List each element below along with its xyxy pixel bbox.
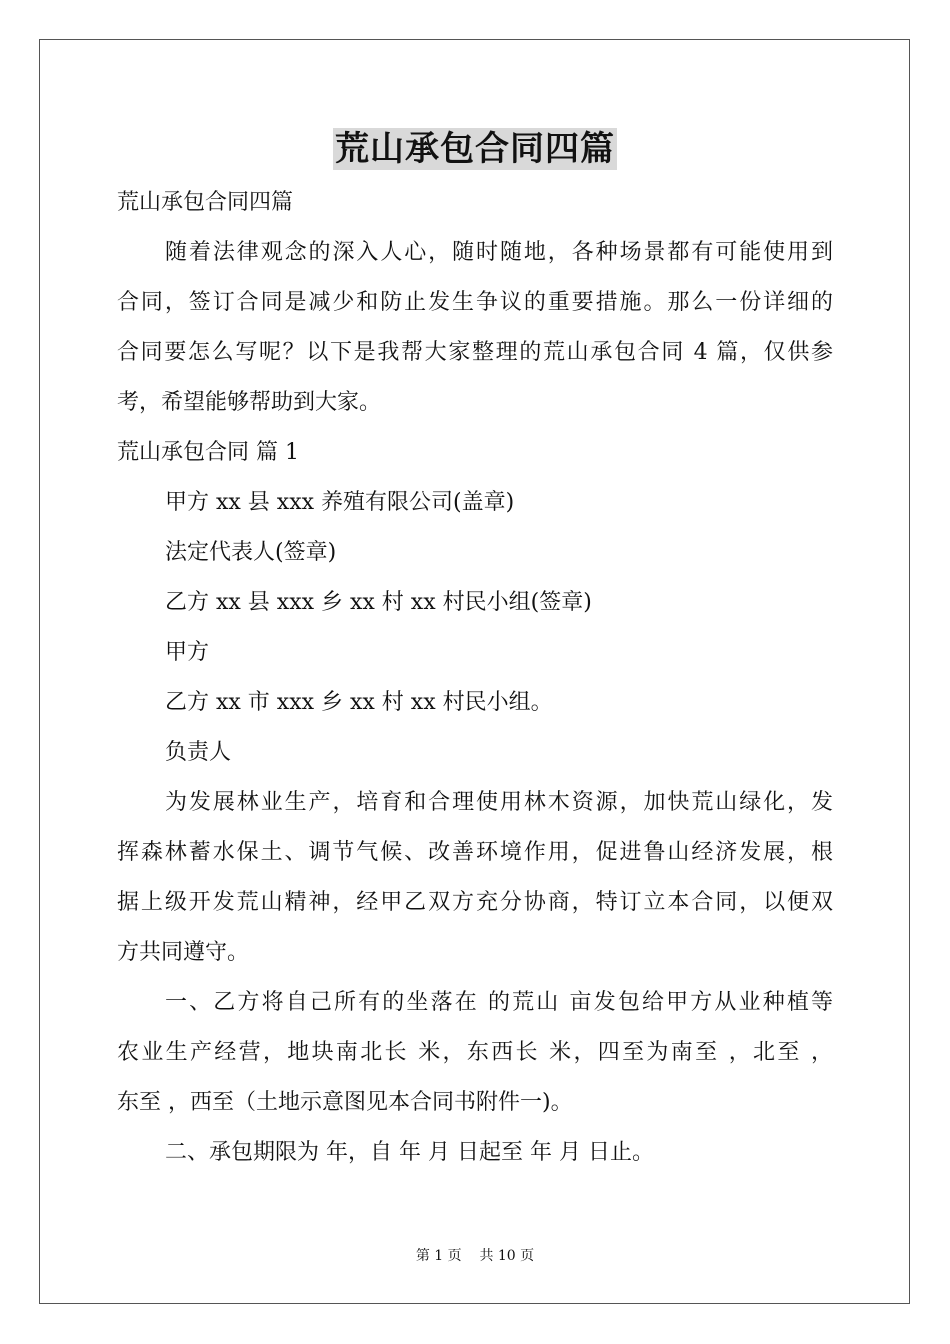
legal-representative-line: 法定代表人(签章) — [165, 540, 337, 565]
paragraph-line: 考，希望能够帮助到大家。 — [117, 390, 382, 415]
clause-line: 一、乙方将自己所有的坐落在 的荒山 亩发包给甲方从业种植等 — [165, 990, 833, 1015]
party-a-line: 甲方 xx 县 xxx 养殖有限公司(盖章) — [165, 490, 515, 515]
party-a-label: 甲方 — [165, 640, 210, 665]
clause-line: 农业生产经营，地块南北长 米，东西长 米，四至为南至 ，北至 ， — [117, 1040, 833, 1065]
paragraph-line: 随着法律观念的深入人心，随时随地，各种场景都有可能使用到 — [165, 240, 833, 265]
paragraph-line: 挥森林蓄水保土、调节气候、改善环境作用，促进鲁山经济发展，根 — [117, 840, 833, 865]
paragraph-line: 合同要怎么写呢？以下是我帮大家整理的荒山承包合同 4 篇，仅供参 — [117, 340, 833, 365]
title-container — [0, 128, 950, 170]
document-body — [117, 178, 833, 1178]
paragraph-line: 为发展林业生产，培育和合理使用林木资源，加快荒山绿化，发 — [165, 790, 833, 815]
clause-line: 东至 ，西至（土地示意图见本合同书附件一)。 — [117, 1090, 573, 1115]
paragraph-line: 合同，签订合同是减少和防止发生争议的重要措施。那么一份详细的 — [117, 290, 833, 315]
page-number: 第 1 页 — [415, 1248, 462, 1264]
subtitle-line: 荒山承包合同四篇 — [117, 190, 294, 215]
page-footer — [0, 1246, 950, 1266]
clause-line: 二、承包期限为 年，自 年 月 日起至 年 月 日止。 — [165, 1140, 654, 1165]
paragraph-line: 据上级开发荒山精神，经甲乙双方充分协商，特订立本合同，以便双 — [117, 890, 833, 915]
party-b-line: 乙方 xx 市 xxx 乡 xx 村 xx 村民小组。 — [165, 690, 553, 715]
document-title: 荒山承包合同四篇 — [335, 129, 615, 169]
page-total: 共 10 页 — [479, 1248, 535, 1264]
paragraph-line: 方共同遵守。 — [117, 940, 250, 965]
person-in-charge-line: 负责人 — [165, 740, 232, 765]
party-b-line: 乙方 xx 县 xxx 乡 xx 村 xx 村民小组(签章) — [165, 590, 592, 615]
section-heading: 荒山承包合同 篇 1 — [117, 440, 299, 465]
